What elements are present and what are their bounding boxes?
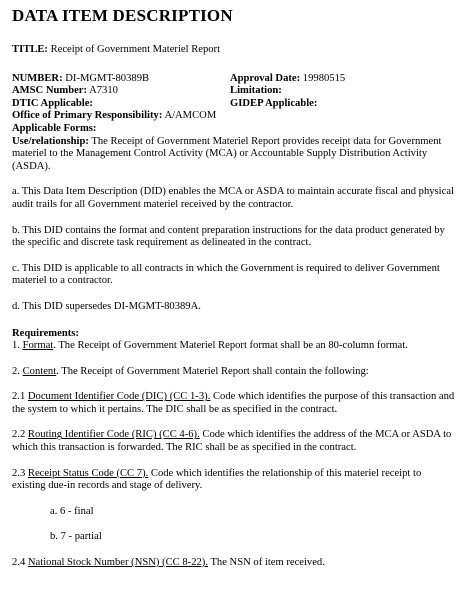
requirements-heading: Requirements:: [12, 327, 79, 339]
r22-number: 2.2: [12, 429, 26, 441]
number-value: DI-MGMT-80389B: [65, 72, 150, 84]
r23-number: 2.3: [12, 467, 26, 479]
gidep-label: GIDEP Applicable:: [230, 97, 318, 109]
r24-text: The NSN of item received.: [207, 557, 325, 569]
opr-row: [12, 110, 457, 123]
r21-number: 2.1: [12, 391, 26, 403]
r24-number: 2.4: [12, 557, 26, 569]
r21-text: Code which identifies the purpose of this transaction and the system to which it pertains. The DIC shall be as specified in the contract.: [12, 391, 455, 415]
requirement-2-2: [12, 429, 457, 454]
title-line: [12, 44, 457, 57]
title-value: Receipt of Government Materiel Report: [50, 44, 221, 55]
req2-heading: Content: [22, 365, 57, 377]
requirement-1: [12, 340, 457, 353]
amsc-row: [12, 85, 457, 98]
receipt-status-partial: b. 7 - partial: [50, 531, 102, 543]
number-row: [12, 73, 457, 86]
req2-number: 2.: [12, 365, 20, 377]
document-page: [12, 6, 457, 570]
r24-heading: National Stock Number (NSN) (CC 8-22).: [27, 557, 208, 569]
opr-value: A/AMCOM: [164, 110, 217, 122]
dtic-label: DTIC Applicable:: [12, 97, 93, 109]
opr-label: Office of Primary Responsibility:: [12, 110, 163, 122]
r22-heading: Routing Identifier Code (RIC) (CC 4-6).: [27, 429, 200, 441]
req1-number: 1.: [12, 340, 20, 352]
receipt-status-final: a. 6 - final: [50, 505, 94, 517]
r23-text: Code which identifies the relationship of this materiel receipt to existing due-in records and stage of delivery.: [12, 467, 422, 492]
limitation-label: Limitation:: [230, 85, 282, 97]
req2-text: . The Receipt of Government Materiel Report shall contain the following:: [56, 365, 369, 377]
approval-date-value: 19980515: [302, 72, 346, 84]
use-text: The Receipt of Government Materiel Report provides receipt data for Government materiel to the Management Control Activity (MCA) or Accountable Supply Distribution Activity (ASDA).: [12, 135, 442, 172]
paragraph-b: b. This DID contains the format and content preparation instructions for the data product generated by the specific and discrete task requirement as delineated in the contract.: [12, 224, 445, 249]
title-label: TITLE:: [12, 44, 48, 55]
r21-heading: Document Identifier Code (DIC) (CC 1-3).: [27, 391, 211, 403]
approval-date-label: Approval Date:: [230, 72, 301, 84]
requirement-2-4: [12, 557, 457, 570]
amsc-label: AMSC Number:: [12, 85, 88, 97]
forms-label: Applicable Forms:: [12, 122, 97, 134]
forms-row: [12, 123, 457, 136]
r23-heading: Receipt Status Code (CC 7).: [27, 467, 149, 479]
metadata-block: [12, 73, 457, 174]
document-heading: DATA ITEM DESCRIPTION: [12, 6, 233, 25]
r22-text: Code which identifies the address of the MCA or ASDA to which this transaction is forwarded. The RIC shall be as specified in the contract.: [12, 429, 452, 454]
req1-heading: Format: [22, 340, 54, 352]
requirement-2-3: [12, 468, 457, 493]
paragraph-d: d. This DID supersedes DI-MGMT-80389A.: [12, 300, 201, 312]
req1-text: . The Receipt of Government Materiel Report format shall be an 80-column format.: [53, 340, 408, 352]
amsc-value: A7310: [89, 85, 118, 97]
use-label: Use/relationship:: [12, 135, 89, 147]
use-relationship: [12, 136, 457, 174]
requirement-2-1: [12, 391, 457, 416]
requirement-2: [12, 366, 457, 379]
paragraph-a: a. This Data Item Description (DID) enables the MCA or ASDA to maintain accurate fiscal and physical audit trails for all Government materiel received by the contractor.: [12, 186, 454, 210]
dtic-row: [12, 98, 457, 111]
paragraph-c: c. This DID is applicable to all contracts in which the Government is required to deliver Government materiel to a contractor.: [12, 262, 440, 287]
number-label: NUMBER:: [12, 72, 63, 84]
